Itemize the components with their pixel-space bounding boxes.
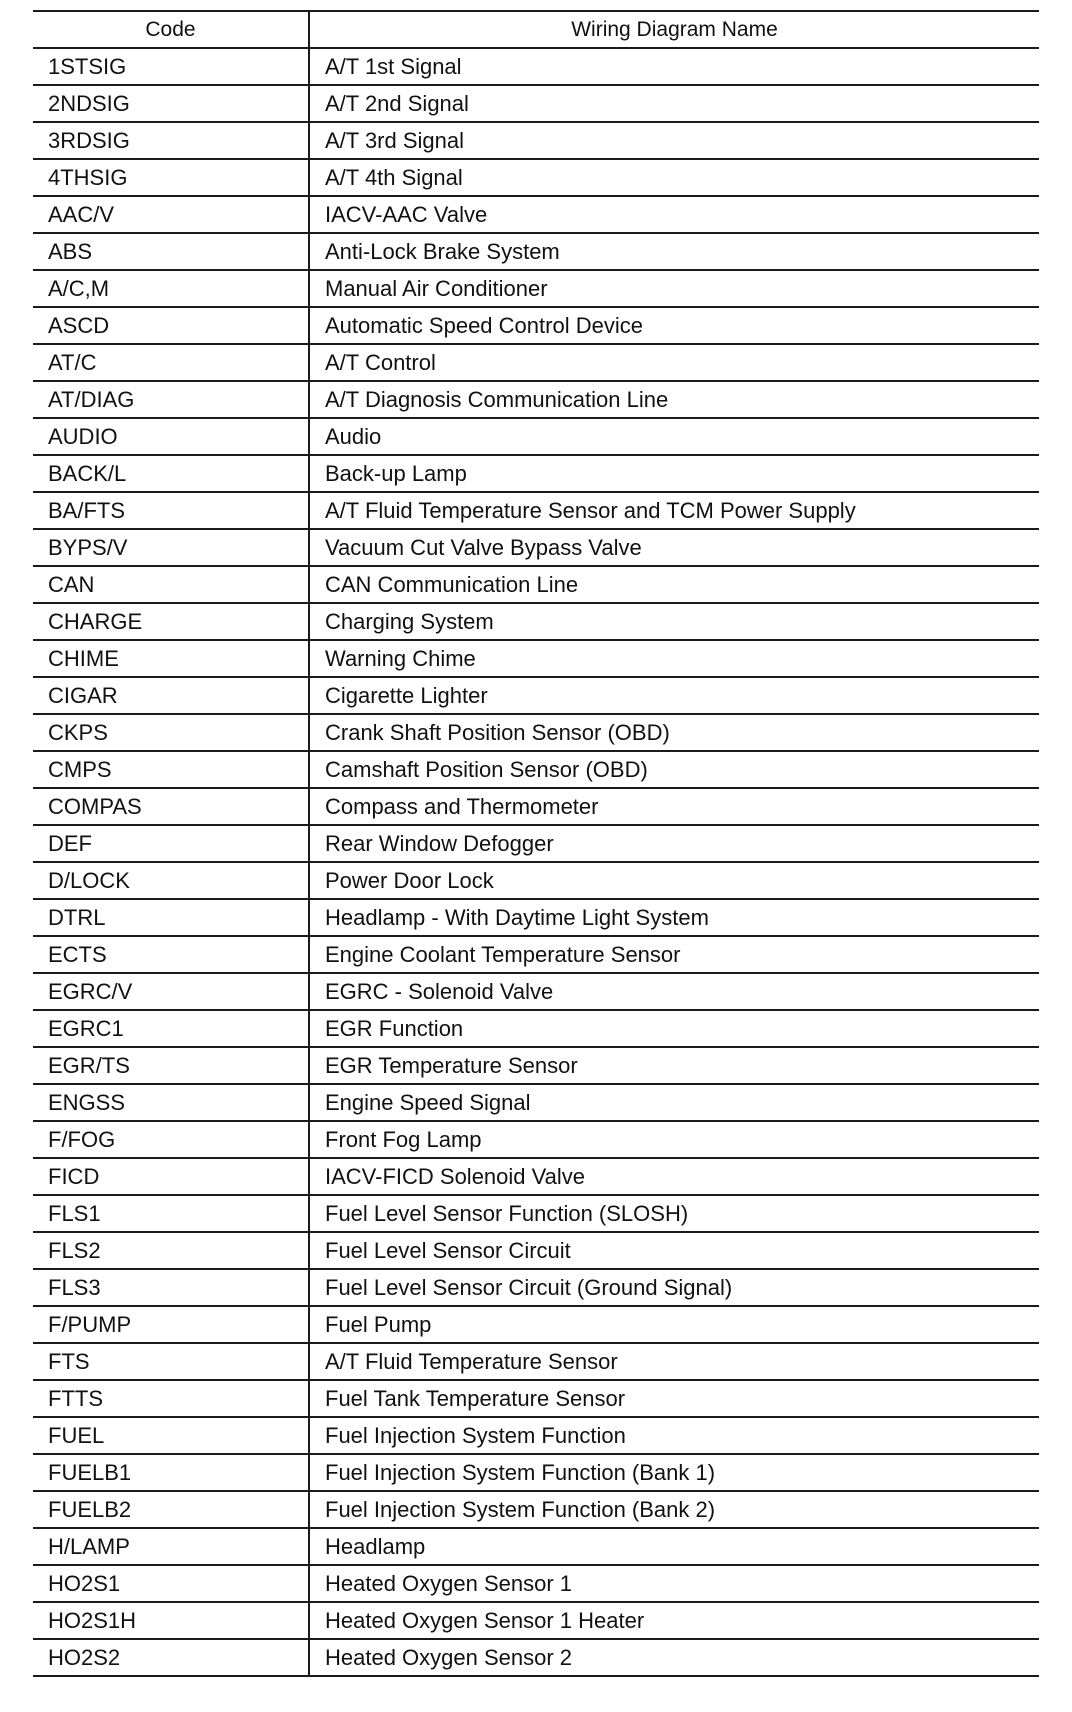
wiring-diagram-name-cell: Engine Coolant Temperature Sensor xyxy=(309,936,1039,973)
table-row xyxy=(33,1528,1039,1565)
code-cell: FUELB2 xyxy=(33,1491,309,1528)
table-row xyxy=(33,381,1039,418)
table-row xyxy=(33,233,1039,270)
code-cell: FLS2 xyxy=(33,1232,309,1269)
table-row xyxy=(33,1158,1039,1195)
code-cell: H/LAMP xyxy=(33,1528,309,1565)
wiring-diagram-name-cell: Fuel Tank Temperature Sensor xyxy=(309,1380,1039,1417)
wiring-diagram-name-cell: A/T 3rd Signal xyxy=(309,122,1039,159)
table-row xyxy=(33,455,1039,492)
table-row xyxy=(33,1491,1039,1528)
table-row xyxy=(33,751,1039,788)
table-row xyxy=(33,1454,1039,1491)
code-cell: AAC/V xyxy=(33,196,309,233)
table-row xyxy=(33,677,1039,714)
code-cell: 3RDSIG xyxy=(33,122,309,159)
code-cell: AUDIO xyxy=(33,418,309,455)
wiring-diagram-name-cell: Rear Window Defogger xyxy=(309,825,1039,862)
code-cell: FTS xyxy=(33,1343,309,1380)
wiring-diagram-name-cell: Crank Shaft Position Sensor (OBD) xyxy=(309,714,1039,751)
table-row xyxy=(33,603,1039,640)
table-row xyxy=(33,973,1039,1010)
code-cell: 1STSIG xyxy=(33,48,309,85)
table-row xyxy=(33,307,1039,344)
wiring-diagram-name-cell: EGR Temperature Sensor xyxy=(309,1047,1039,1084)
code-cell: FLS3 xyxy=(33,1269,309,1306)
wiring-diagram-name-cell: IACV-AAC Valve xyxy=(309,196,1039,233)
wiring-code-table xyxy=(33,10,1039,1677)
wiring-diagram-name-cell: A/T Fluid Temperature Sensor xyxy=(309,1343,1039,1380)
table-row xyxy=(33,270,1039,307)
table-row xyxy=(33,825,1039,862)
wiring-diagram-name-cell: EGRC - Solenoid Valve xyxy=(309,973,1039,1010)
table-row xyxy=(33,1343,1039,1380)
code-cell: ECTS xyxy=(33,936,309,973)
table-row xyxy=(33,1417,1039,1454)
table-row xyxy=(33,85,1039,122)
table-row xyxy=(33,1565,1039,1602)
code-cell: 4THSIG xyxy=(33,159,309,196)
wiring-diagram-name-cell: Heated Oxygen Sensor 2 xyxy=(309,1639,1039,1676)
wiring-diagram-name-cell: Cigarette Lighter xyxy=(309,677,1039,714)
code-cell: AT/DIAG xyxy=(33,381,309,418)
wiring-diagram-name-cell: Heated Oxygen Sensor 1 Heater xyxy=(309,1602,1039,1639)
code-cell: DEF xyxy=(33,825,309,862)
table-row xyxy=(33,344,1039,381)
table-row xyxy=(33,1121,1039,1158)
wiring-diagram-name-cell: A/T 4th Signal xyxy=(309,159,1039,196)
table-row xyxy=(33,566,1039,603)
code-cell: HO2S1H xyxy=(33,1602,309,1639)
wiring-diagram-name-cell: Heated Oxygen Sensor 1 xyxy=(309,1565,1039,1602)
code-cell: CKPS xyxy=(33,714,309,751)
wiring-diagram-name-cell: A/T 1st Signal xyxy=(309,48,1039,85)
wiring-diagram-name-cell: Front Fog Lamp xyxy=(309,1121,1039,1158)
wiring-diagram-name-column-header: Wiring Diagram Name xyxy=(309,11,1039,48)
table-row xyxy=(33,418,1039,455)
code-cell: F/PUMP xyxy=(33,1306,309,1343)
table-row xyxy=(33,48,1039,85)
code-cell: 2NDSIG xyxy=(33,85,309,122)
code-cell: CHARGE xyxy=(33,603,309,640)
wiring-diagram-name-cell: Camshaft Position Sensor (OBD) xyxy=(309,751,1039,788)
wiring-diagram-name-cell: Warning Chime xyxy=(309,640,1039,677)
code-cell: BA/FTS xyxy=(33,492,309,529)
code-cell: CAN xyxy=(33,566,309,603)
code-cell: ENGSS xyxy=(33,1084,309,1121)
code-cell: CIGAR xyxy=(33,677,309,714)
code-cell: HO2S1 xyxy=(33,1565,309,1602)
table-row xyxy=(33,1602,1039,1639)
table-row xyxy=(33,1269,1039,1306)
table-header-row xyxy=(33,11,1039,48)
wiring-diagram-name-cell: A/T Fluid Temperature Sensor and TCM Power Supply xyxy=(309,492,1039,529)
wiring-diagram-name-cell: Headlamp xyxy=(309,1528,1039,1565)
code-cell: FUEL xyxy=(33,1417,309,1454)
table-row xyxy=(33,1380,1039,1417)
wiring-diagram-name-cell: A/T Diagnosis Communication Line xyxy=(309,381,1039,418)
wiring-diagram-name-cell: Fuel Injection System Function (Bank 2) xyxy=(309,1491,1039,1528)
code-cell: CHIME xyxy=(33,640,309,677)
wiring-diagram-name-cell: A/T Control xyxy=(309,344,1039,381)
wiring-diagram-name-cell: Compass and Thermometer xyxy=(309,788,1039,825)
code-cell: DTRL xyxy=(33,899,309,936)
wiring-diagram-name-cell: Charging System xyxy=(309,603,1039,640)
table-row xyxy=(33,1306,1039,1343)
code-cell: ASCD xyxy=(33,307,309,344)
wiring-diagram-name-cell: Fuel Level Sensor Circuit xyxy=(309,1232,1039,1269)
code-cell: ABS xyxy=(33,233,309,270)
table-row xyxy=(33,1047,1039,1084)
wiring-diagram-name-cell: Fuel Injection System Function (Bank 1) xyxy=(309,1454,1039,1491)
wiring-diagram-name-cell: Vacuum Cut Valve Bypass Valve xyxy=(309,529,1039,566)
code-cell: D/LOCK xyxy=(33,862,309,899)
table-row xyxy=(33,196,1039,233)
table-row xyxy=(33,640,1039,677)
code-cell: COMPAS xyxy=(33,788,309,825)
wiring-diagram-name-cell: Anti-Lock Brake System xyxy=(309,233,1039,270)
code-cell: A/C,M xyxy=(33,270,309,307)
table-row xyxy=(33,788,1039,825)
code-cell: BYPS/V xyxy=(33,529,309,566)
code-cell: CMPS xyxy=(33,751,309,788)
table-row xyxy=(33,1232,1039,1269)
wiring-diagram-name-cell: Audio xyxy=(309,418,1039,455)
table-row xyxy=(33,159,1039,196)
wiring-diagram-name-cell: Automatic Speed Control Device xyxy=(309,307,1039,344)
code-cell: AT/C xyxy=(33,344,309,381)
table-row xyxy=(33,529,1039,566)
code-cell: FICD xyxy=(33,1158,309,1195)
code-cell: FUELB1 xyxy=(33,1454,309,1491)
code-cell: EGRC/V xyxy=(33,973,309,1010)
code-cell: HO2S2 xyxy=(33,1639,309,1676)
wiring-diagram-name-cell: IACV-FICD Solenoid Valve xyxy=(309,1158,1039,1195)
code-cell: BACK/L xyxy=(33,455,309,492)
table-row xyxy=(33,1010,1039,1047)
wiring-diagram-name-cell: A/T 2nd Signal xyxy=(309,85,1039,122)
wiring-diagram-name-cell: Fuel Level Sensor Circuit (Ground Signal) xyxy=(309,1269,1039,1306)
table-row xyxy=(33,1084,1039,1121)
table-row xyxy=(33,122,1039,159)
wiring-diagram-name-cell: CAN Communication Line xyxy=(309,566,1039,603)
wiring-diagram-name-cell: EGR Function xyxy=(309,1010,1039,1047)
table-body xyxy=(33,48,1039,1676)
table-row xyxy=(33,1639,1039,1676)
table-row xyxy=(33,862,1039,899)
wiring-diagram-name-cell: Fuel Level Sensor Function (SLOSH) xyxy=(309,1195,1039,1232)
table-row xyxy=(33,492,1039,529)
wiring-diagram-name-cell: Fuel Injection System Function xyxy=(309,1417,1039,1454)
wiring-diagram-name-cell: Back-up Lamp xyxy=(309,455,1039,492)
table-row xyxy=(33,899,1039,936)
table-row xyxy=(33,714,1039,751)
table-row xyxy=(33,936,1039,973)
wiring-diagram-name-cell: Fuel Pump xyxy=(309,1306,1039,1343)
code-cell: F/FOG xyxy=(33,1121,309,1158)
code-cell: FTTS xyxy=(33,1380,309,1417)
wiring-diagram-name-cell: Power Door Lock xyxy=(309,862,1039,899)
code-column-header: Code xyxy=(33,11,309,48)
table-row xyxy=(33,1195,1039,1232)
wiring-diagram-name-cell: Manual Air Conditioner xyxy=(309,270,1039,307)
wiring-diagram-name-cell: Headlamp - With Daytime Light System xyxy=(309,899,1039,936)
code-cell: FLS1 xyxy=(33,1195,309,1232)
code-cell: EGR/TS xyxy=(33,1047,309,1084)
code-cell: EGRC1 xyxy=(33,1010,309,1047)
wiring-diagram-name-cell: Engine Speed Signal xyxy=(309,1084,1039,1121)
